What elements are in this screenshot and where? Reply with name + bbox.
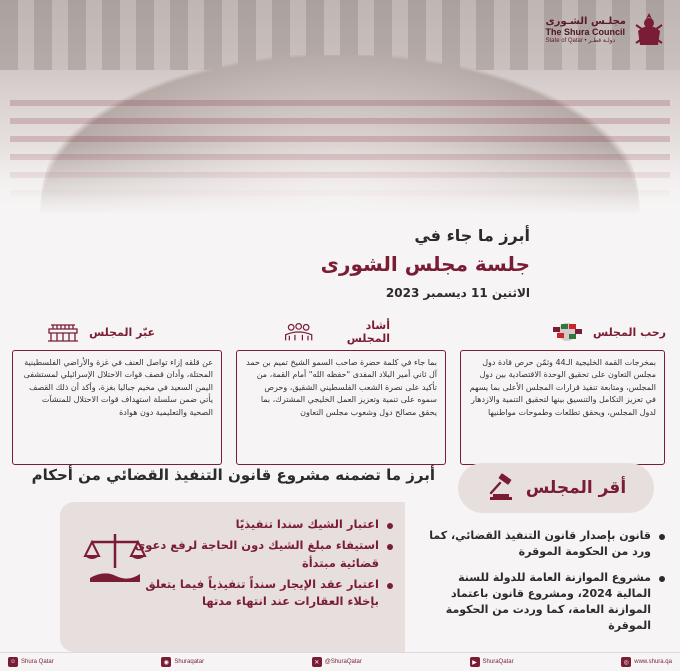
ahkam-title: أبرز ما تضمنه مشروع قانون التنفيذ القضائي من أحكام <box>31 466 435 484</box>
approved-label: أقر المجلس <box>525 478 627 498</box>
globe-icon: ◎ <box>621 657 631 667</box>
flags-icon <box>547 321 587 343</box>
snapchat-label: Shura Qatar <box>21 659 54 665</box>
praised-header <box>280 317 390 347</box>
web-label: www.shura.qa <box>634 659 672 665</box>
footer-web[interactable] <box>621 657 672 667</box>
ruling-item: استيفاء مبلغ الشيك دون الحاجة لرفع دعوى قضائية مبتدأة <box>123 537 393 572</box>
approved-list <box>420 528 665 644</box>
footer-youtube[interactable] <box>470 657 514 667</box>
praised-text: بما جاء في كلمة حضرة صاحب السمو الشيخ تميم بن حمد آل ثاني أمير البلاد المفدى "حفظه الله" أمام القمة، من تأكيد على نصرة الشعب الفلسطيني الشقيق، وحرص سموه على تنمية وتعزيز العمل الخليجي المشترك، بما يحقق مصالح دول وشعوب مجلس التعاون <box>246 358 437 417</box>
welcomed-box <box>460 350 665 465</box>
praised-label: أشاد المجلس <box>346 319 390 345</box>
approved-item: قانون بإصدار قانون التنفيذ القضائي، كما ورد من الحكومة الموقرة <box>420 528 665 560</box>
footer-x[interactable] <box>312 657 362 667</box>
expressed-label: عبّر المجلس <box>89 325 155 339</box>
scale-icon <box>80 530 150 588</box>
instagram-icon: ◉ <box>161 657 171 667</box>
session-date: الاثنين 11 ديسمبر 2023 <box>385 286 530 300</box>
gavel-icon <box>486 473 516 503</box>
footer-snapchat[interactable] <box>8 657 54 667</box>
photo-fade <box>0 145 680 215</box>
snapchat-icon: ☺ <box>9 659 17 665</box>
youtube-icon: ▶ <box>470 657 480 667</box>
footer <box>0 652 680 671</box>
expressed-text: عن قلقه إزاء تواصل العنف في غزة والأراضي الفلسطينية المحتلة، وأدان قصف قوات الاحتلال الإسرائيلي لمستشفى اليمن السعيد في مخيم جباليا بغزة، وأكد أن ذلك القصف يأتي ضمن سلسلة استهداف قوات الاحتلال للمنشآت الصحية والتعليمية دون هوادة <box>23 358 213 417</box>
approved-item: مشروع الموازنة العامة للدولة للسنة المالية 2024، ومشروع قانون باعتماد الموازنة العامة، كما وردت من الحكومة الموقرة <box>420 570 665 634</box>
title-line1: أبرز ما جاء في <box>414 226 530 245</box>
praised-box <box>236 350 446 465</box>
footer-instagram[interactable] <box>161 657 204 667</box>
expressed-header <box>40 317 155 347</box>
people-icon <box>280 321 317 343</box>
welcomed-text: بمخرجات القمة الخليجية الـ44 وثمّن حرص قادة دول مجلس التعاون على تحقيق الوحدة الاقتصادية بين دول المجلس، ومتابعة تنفيذ قرارات المجلس الأعلى بما يسهم في تعزيز التكامل والتنسيق بينها لتحقيق التنمية والازدهار لدول المجلس، ويحقق تطلعات وطموحات مواطنيها <box>469 358 656 417</box>
logo-arabic: مجلـس الشـورى <box>545 16 626 27</box>
title-line2: جلسة مجلس الشورى <box>320 252 530 276</box>
instagram-label: Shuraqatar <box>174 659 205 665</box>
ruling-item: اعتبار عقد الإيجار سنداً تنفيذياً فيما يتعلق بإخلاء العقارات عند انتهاء مدتها <box>123 576 393 611</box>
shura-logo <box>526 10 666 50</box>
x-label: @ShuraQatar <box>324 659 362 665</box>
ruling-item: اعتبار الشيك سندا تنفيذيًا <box>123 516 393 533</box>
logo-english: The Shura Council <box>545 27 626 37</box>
emblem-icon <box>632 11 666 49</box>
title-block <box>300 226 660 306</box>
youtube-label: ShuraQatar <box>482 659 514 665</box>
expressed-box <box>12 350 222 465</box>
rulings-list <box>123 516 393 614</box>
approved-header <box>458 463 654 513</box>
welcomed-label: رحب المجلس <box>593 325 666 339</box>
x-icon: ✕ <box>312 657 322 667</box>
logo-state: State of Qatar • دولـة قطـر <box>545 38 616 44</box>
rulings-card <box>60 502 405 652</box>
building-icon <box>43 321 83 343</box>
welcomed-header <box>496 317 666 347</box>
